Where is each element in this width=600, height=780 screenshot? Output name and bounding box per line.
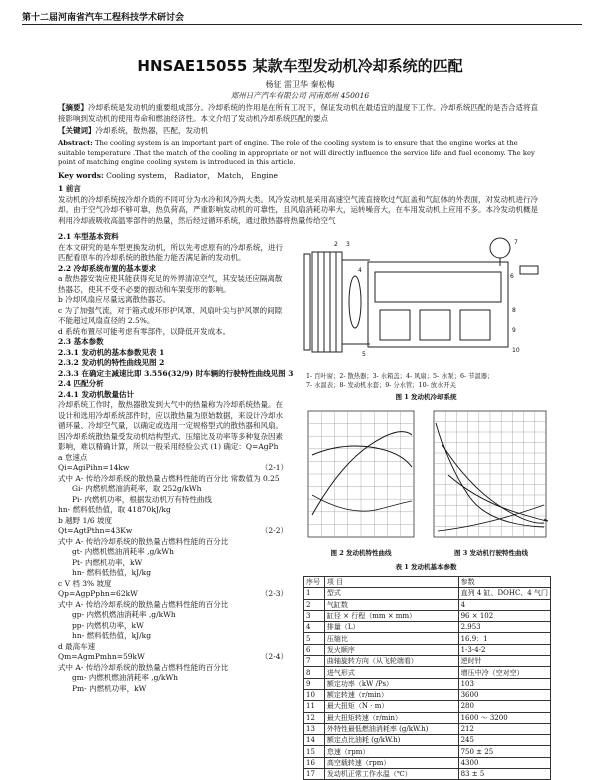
table-cell: 245 — [458, 735, 550, 746]
table-cell: 1 — [304, 588, 325, 599]
figure2-caption: 图 2 发动机特性曲线 — [330, 549, 392, 557]
table-cell: 16.9：1 — [458, 633, 550, 644]
fan-shape — [349, 276, 361, 328]
s24-heading: 2.4 匹配分析 — [58, 379, 104, 388]
table-cell: 2.953 — [458, 622, 550, 633]
figure1-legend-1: 1- 百叶窗；2- 散热器；3- 水箱盖；4- 风扇；5- 水泵；6- 节温器； — [306, 373, 494, 380]
eq1: Qi=AgiPihn=14kw — [58, 463, 130, 472]
table-cell: 高空载转速（rpm） — [324, 757, 458, 768]
table-cell: 怠速（rpm） — [324, 746, 458, 757]
table-cell: 排量（L） — [324, 622, 458, 633]
table-row — [304, 599, 551, 610]
eq1-number: （2-1） — [260, 463, 288, 472]
s23-heading: 2.3 基本参数 — [58, 337, 104, 346]
eq2-desc-3: Pt- 内燃机功率，kW — [72, 557, 143, 567]
callout-8: 8 — [512, 307, 516, 314]
table-cell: 7 — [304, 656, 325, 667]
point-b: b 越野 1/6 坡度 — [58, 515, 113, 525]
table-cell: 额定点比油耗 (g/kW.h) — [324, 735, 458, 746]
table-cell: 8 — [304, 667, 325, 678]
s22-heading: 2.2 冷却系统布置的基本要求 — [58, 263, 157, 273]
figure3-plot — [428, 405, 552, 545]
table-cell: 16 — [304, 757, 325, 768]
callout-5: 5 — [362, 351, 366, 358]
table-row — [304, 746, 551, 757]
paper-affiliation: 郑州日产汽车有限公司 河南郑州 450016 — [230, 91, 370, 100]
table-cell: 14 — [304, 735, 325, 746]
table-cell: 11 — [304, 701, 325, 712]
point-d: d 最高车速 — [58, 641, 96, 651]
radiator-shape — [312, 252, 342, 352]
table-header-cell: 序号 — [304, 577, 325, 588]
eq4-desc-1: 式中 A- 传给冷却系统的散热量占燃料性能的百分比 — [58, 662, 229, 672]
eq3-desc-1: 式中 A- 传给冷却系统的散热量占燃料性能的百分比 — [58, 599, 229, 609]
equation-1 — [58, 463, 288, 474]
table-cell: 1600 ～ 3200 — [458, 712, 550, 723]
table-cell: 6 — [304, 644, 325, 655]
callout-9: 9 — [512, 327, 516, 334]
req-a: a 散热器安装应使其能获得充足的外界清凉空气，其安装还应隔离散热器芯，使其不受不必要的振动和车架变形的影响。 — [58, 274, 283, 294]
intro-text: 发动机的冷却系统按冷却介质的不同可分为水冷和风冷两大类。风冷发动机是采用高速空气流直接吹过气缸盖和气缸体的外表面，对发动机进行冷却。由于空气冷却不够可靠，热负荷高，严重影响发动机的可靠性，且风扇消耗功率大，运转噪音大，在车用发动机上应用不多。本冷发动机概是利用冷却液吸收高温零部件的热量，然后经过循环系统，通过散热器将热量传给空气 — [58, 194, 538, 225]
figure3-gear3-curve — [448, 475, 548, 521]
eq1-desc-3: Pi- 内燃机功率，根据发动机万有特性曲线 — [72, 494, 212, 504]
table-row — [304, 723, 551, 734]
table-cell: 最大扭矩转速（r/min） — [324, 712, 458, 723]
table-row — [304, 633, 551, 644]
req-c: c 为了加强气流，对于箱式或环形护风罩、风扇叶尖与护风罩的间隙不能超过风扇直径的 2.5%。 — [58, 305, 283, 325]
table-cell: 5 — [304, 633, 325, 644]
table-header-row — [304, 577, 551, 588]
table-cell: 103 — [458, 678, 550, 689]
eq2-desc-2: gt- 内燃机燃油消耗率 ,g/kWh — [72, 547, 174, 556]
table-cell: 曲轴旋转方向（从飞轮端看） — [324, 656, 458, 667]
eq3: Qp=AgpPphn=62kW — [58, 589, 138, 598]
table-cell: 13 — [304, 723, 325, 734]
abstract-en-label: Abstract: — [58, 139, 93, 147]
s21-heading: 2.1 车型基本资料 — [58, 232, 119, 241]
eq1-desc-1: 式中 A- 传给冷却系统的散热量占燃料性能的百分比 常数值为 0.25 — [58, 473, 280, 483]
paper-authors: 杨征 雷卫华 秦松梅 — [265, 80, 335, 89]
table-cell: 额定转速（r/min） — [324, 689, 458, 700]
s232: 2.3.2 发动机的特性曲线见图 2 — [58, 358, 165, 367]
table-row — [304, 701, 551, 712]
figure3-gear2-curve — [442, 445, 544, 523]
table-cell: 增压中冷（空对空） — [458, 667, 550, 678]
temperature-gauge-shape — [490, 238, 510, 258]
s231: 2.3.1 发动机的基本参数见表 1 — [58, 347, 165, 357]
table-cell: 15 — [304, 746, 325, 757]
req-b: b 冷却风扇应尽量远离散热器芯。 — [58, 295, 171, 304]
table-cell: 型式 — [324, 588, 458, 599]
figure1-legend — [306, 372, 552, 390]
table-row — [304, 689, 551, 700]
eq4: Qm=AgmPmhn=59kW — [58, 652, 145, 661]
keywords-en-label: Key words: — [58, 171, 104, 180]
conference-header: 第十二届河南省汽车工程科技学术研讨会 — [22, 13, 185, 23]
point-a: a 怠速点 — [58, 452, 88, 462]
abstract-cn — [58, 103, 544, 124]
table-cell: 4300 — [458, 757, 550, 768]
shutter-shape — [304, 254, 310, 350]
table-cell: 外特性最低燃油消耗率 (g/kW.h) — [324, 723, 458, 734]
table-cell: 750 ± 25 — [458, 746, 550, 757]
table-cell: 最大扭矩（N · m） — [324, 701, 458, 712]
table-cell: 3600 — [458, 689, 550, 700]
table-cell: 280 — [458, 701, 550, 712]
table-row — [304, 667, 551, 678]
figure3-resistance-curve — [438, 505, 544, 531]
figure2-plot — [300, 405, 420, 545]
callout-7: 7 — [514, 239, 518, 246]
table-row — [304, 735, 551, 746]
table-cell: 9 — [304, 678, 325, 689]
table-row — [304, 610, 551, 621]
table-row — [304, 588, 551, 599]
s241-heading: 2.4.1 发动机散量估计 — [58, 389, 134, 399]
callout-4: 4 — [358, 267, 362, 274]
figure1-caption: 图 1 发动机冷却系统 — [395, 393, 457, 401]
eq2-desc-4: hn- 燃料低热值，kJ/kg — [72, 568, 152, 577]
table-cell: 12 — [304, 712, 325, 723]
table-row — [304, 757, 551, 768]
keywords-en — [58, 171, 544, 182]
eq3-desc-2: gp- 内燃机燃油消耗率 ,g/kWh — [72, 610, 176, 619]
eq2: Qt=AgtPthn=43Kw — [58, 526, 133, 535]
callout-3: 3 — [346, 241, 350, 248]
abstract-en-text: The cooling system is an important part of engine. The role of the cooling system is to ensure that the engine works at the suitable temperature .That the match of the cooling in appropriate or not will directly influence the service life and fuel economy. The key point of matching engine cooling system is introduced in this article. — [58, 139, 535, 166]
eq1-desc-2: Gi- 内燃机燃油消耗率，取 252g/kWh — [72, 484, 202, 493]
figure2-fuel-curve — [312, 495, 412, 511]
table-cell: 4 — [304, 622, 325, 633]
eq2-number: （2-2） — [260, 526, 288, 535]
intro-section — [58, 184, 544, 226]
equation-4 — [58, 652, 288, 663]
table-header-cell: 参数 — [458, 577, 550, 588]
figure1-drawing — [300, 232, 552, 370]
figure3-caption: 图 3 发动机行驶特性曲线 — [453, 549, 529, 557]
eq1-desc-4: hn- 燃料低热值，取 41870kJ/kg — [58, 505, 171, 514]
table-cell: 212 — [458, 723, 550, 734]
table-cell: 1-3-4-2 — [458, 644, 550, 655]
table-cell: 压缩比 — [324, 633, 458, 644]
table-cell: 10 — [304, 689, 325, 700]
table-cell: 83 ± 5 — [458, 769, 550, 780]
table-cell: 3 — [304, 610, 325, 621]
eq3-number: （2-3） — [260, 589, 288, 598]
table-row — [304, 712, 551, 723]
eq4-desc-3: Pm- 内燃机功率，kW — [72, 683, 147, 693]
keywords-en-text: Cooling system， Radiator， Match， Engine — [106, 171, 278, 180]
callout-10: 10 — [512, 347, 520, 354]
table-cell: 直列 4 缸、DOHC、4 气门 — [458, 588, 550, 599]
abstract-cn-text: 冷却系统是发动机的重要组成部分。冷却系统的作用是在所有工况下，保证发动机在最适宜的温度下工作。冷却系统匹配的是否合适将直接影响到发动机的使用寿命和燃油经济性。本文介绍了发动机冷却系统匹配的要点 — [58, 103, 538, 123]
table-cell: 进气形式 — [324, 667, 458, 678]
table-cell: 发动机正常工作水温（℃） — [324, 769, 458, 780]
header-rule — [22, 24, 582, 25]
table-row — [304, 678, 551, 689]
eq4-number: （2-4） — [260, 652, 288, 661]
eq3-desc-3: pp- 内燃机功率，kW — [72, 620, 144, 630]
abstract-cn-label: 【摘要】 — [58, 103, 88, 112]
s241-text2: 因冷却系统散热量受发动机结构型式、压缩比及功率等多种复杂因素影响，难以精确计算，所以一般采用经验公式 (1) 确定：Q=AgPh — [58, 431, 283, 451]
table-header-cell: 项 目 — [324, 577, 458, 588]
eq2-desc-1: 式中 A- 传给冷却系统的散热量占燃料性能的百分比 — [58, 536, 229, 546]
table-cell: 缸径 × 行程（mm × mm） — [324, 610, 458, 621]
table-cell: 96 × 102 — [458, 610, 550, 621]
keywords-cn-text: 冷却系统，散热器，匹配，发动机 — [95, 126, 208, 135]
keywords-cn-label: 【关键词】 — [58, 126, 96, 135]
table-cell: 4 — [458, 599, 550, 610]
table-row — [304, 656, 551, 667]
s241-text: 冷却系统工作时，散热器散发到大气中的热量称为冷却系统热量。在设计和选用冷却系统部件时，应以散热量为原始数据，来设计冷却水循环量、冷却空气量，以确定或选用一定规格型式的散热器和风扇。 — [58, 400, 283, 430]
paper-title: HNSAE15055 某款车型发动机冷却系统的匹配 — [137, 57, 463, 75]
engine-parameters-table — [303, 576, 551, 780]
equation-3 — [58, 589, 288, 600]
s233: 2.3.3 在确定主减速比即 3.556(32/9) 时车辆的行驶特性曲线见图 3 — [58, 368, 294, 378]
table-row — [304, 644, 551, 655]
keywords-cn — [58, 126, 544, 137]
req-d: d 系统布置尽可能考虑有零部件，以降低开发成本。 — [58, 326, 231, 336]
table1-caption: 表 1 发动机基本参数 — [395, 563, 457, 571]
s21-text: 在本文研究的是车型更换发动机，所以先考虑原有的冷却系统，进行匹配看原车的冷却系统的散热能力能否满足新的发动机。 — [58, 242, 283, 262]
figure2-torque-curve — [312, 446, 412, 467]
intro-heading: 1 前言 — [58, 184, 81, 193]
callout-2: 2 — [334, 241, 338, 248]
table-row — [304, 769, 551, 780]
table-cell: 逆时针 — [458, 656, 550, 667]
table-cell: 2 — [304, 599, 325, 610]
equation-2 — [58, 526, 288, 537]
callout-6: 6 — [510, 273, 514, 280]
table-row — [304, 622, 551, 633]
abstract-en — [58, 139, 544, 168]
table-cell: 额定功率（kW /Ps） — [324, 678, 458, 689]
left-column — [58, 232, 294, 694]
table-cell: 气缸数 — [324, 599, 458, 610]
eq3-desc-4: hn- 燃料低热值，kJ/kg — [72, 631, 152, 640]
table-cell: 发火顺序 — [324, 644, 458, 655]
eq4-desc-2: gm- 内燃机燃油消耗率 ,g/kWh — [72, 673, 179, 682]
point-c: c V 档 3% 坡度 — [58, 578, 112, 588]
engine-block-shape — [368, 262, 508, 347]
figure1-legend-2: 7- 水温表；8- 发动机水套；9- 分水管；10- 放水开关 — [306, 382, 456, 389]
table-cell: 17 — [304, 769, 325, 780]
